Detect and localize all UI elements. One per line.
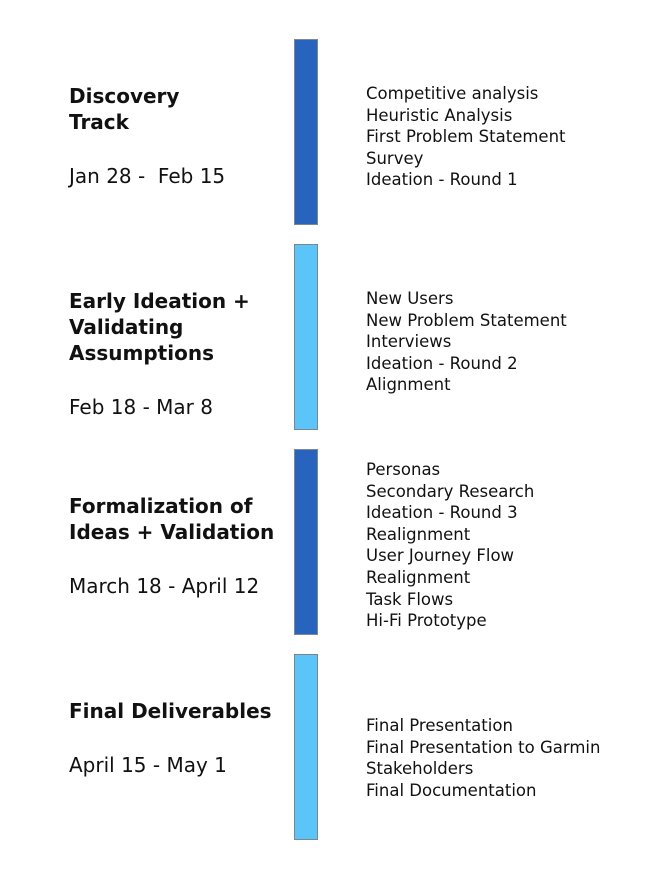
phase-activity-list: [366, 288, 656, 396]
activity-item: Alignment: [366, 375, 451, 395]
activity-item: First Problem Statement: [366, 127, 566, 147]
activity-item: New Problem Statement: [366, 310, 567, 330]
phase-title: Discovery Track: [69, 84, 180, 134]
phase-title: Formalization of Ideas + Validation: [69, 494, 275, 544]
phase-activity-list: [366, 83, 656, 191]
activity-item: Final Presentation to Garmin: [366, 737, 601, 757]
activity-item: Realignment: [366, 567, 471, 587]
activity-item: Stakeholders: [366, 759, 474, 779]
activity-item: Interviews: [366, 332, 452, 352]
phase-activity-list: [366, 715, 656, 801]
activity-item: Hi-Fi Prototype: [366, 611, 487, 631]
phase-activity-list: [366, 459, 656, 632]
phase-dates: April 15 - May 1: [69, 753, 227, 777]
activity-item: Competitive analysis: [366, 84, 539, 103]
activity-item: Task Flows: [366, 589, 454, 609]
activity-item: User Journey Flow: [366, 546, 515, 566]
phase-dates: Jan 28 - Feb 15: [69, 164, 226, 188]
activity-item: Ideation - Round 2: [366, 353, 518, 373]
activity-item: Realignment: [366, 524, 471, 544]
phase-dates: Feb 18 - Mar 8: [69, 395, 213, 419]
activity-item: Ideation - Round 3: [366, 503, 518, 523]
activity-item: Final Documentation: [366, 780, 537, 800]
activity-item: Secondary Research: [366, 481, 535, 501]
phase-dates: March 18 - April 12: [69, 574, 260, 598]
phase-bar: [294, 39, 318, 225]
phase-title: Early Ideation + Validating Assumptions: [69, 289, 250, 365]
phase-bar: [294, 654, 318, 840]
activity-item: Personas: [366, 460, 441, 479]
activity-item: Ideation - Round 1: [366, 170, 518, 190]
activity-item: New Users: [366, 289, 454, 308]
phase-bar: [294, 244, 318, 430]
activity-item: Survey: [366, 148, 424, 168]
phase-bar: [294, 449, 318, 635]
activity-item: Heuristic Analysis: [366, 105, 513, 125]
activity-item: Final Presentation: [366, 716, 513, 735]
phase-title: Final Deliverables: [69, 699, 272, 723]
